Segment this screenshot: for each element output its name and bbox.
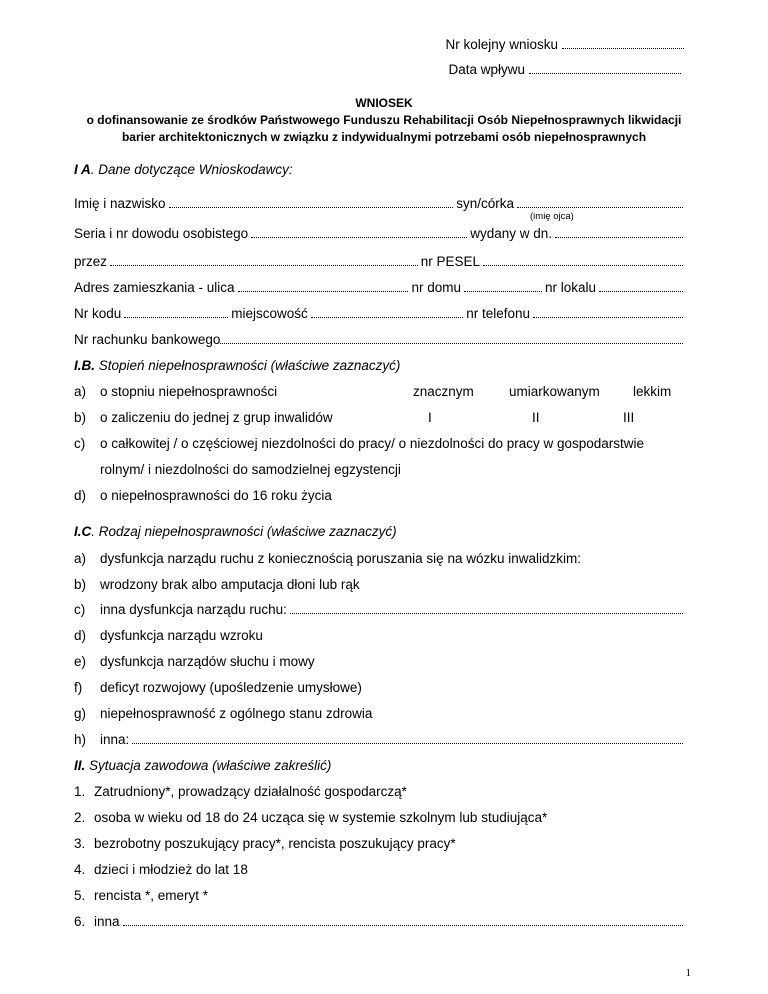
disability-degree-item[interactable]: [74, 384, 277, 399]
other-motor-dysfunction-input[interactable]: [290, 603, 683, 614]
disability-type-item[interactable]: [74, 577, 360, 592]
title-line-1: WNIOSEK: [355, 96, 413, 110]
other-disability-row[interactable]: [74, 732, 686, 747]
city-label: miejscowość: [231, 306, 308, 321]
street-label: Adres zamieszkania - ulica: [74, 280, 235, 295]
other-motor-dysfunction-row[interactable]: [74, 602, 686, 617]
bank-account-input[interactable]: [220, 333, 683, 344]
employment-status-item[interactable]: [74, 862, 248, 877]
item-marker: c): [74, 602, 86, 617]
disability-under-16-item[interactable]: [74, 488, 332, 503]
item-marker: d): [74, 628, 87, 643]
section-ia-title: . Dane dotyczące Wnioskodawcy:: [90, 162, 293, 177]
degree-option-light[interactable]: lekkim: [633, 384, 672, 399]
item-marker: 2.: [74, 810, 86, 825]
locality-row: [74, 306, 686, 321]
employment-status-item[interactable]: [74, 888, 208, 903]
issued-date-label: wydany w dn.: [470, 226, 552, 241]
item-text: inna: [94, 914, 120, 929]
group-option-ii[interactable]: II: [532, 410, 540, 425]
issuer-label: przez: [74, 254, 108, 269]
name-row: [74, 196, 686, 211]
street-input[interactable]: [238, 281, 409, 292]
pesel-input[interactable]: [483, 255, 683, 266]
section-ii-number: II.: [74, 758, 86, 773]
document-title: [0, 95, 768, 146]
title-line-3: barier architektonicznych w związku z indywidualnymi potrzebami osób niepełnosprawnych: [121, 130, 647, 144]
section-ii-title: Sytuacja zawodowa (właściwe zakreślić): [85, 758, 332, 773]
other-disability-input[interactable]: [132, 733, 683, 744]
employment-status-item[interactable]: [74, 784, 407, 799]
id-card-input[interactable]: [251, 227, 467, 238]
item-text: dysfunkcja narządów słuchu i mowy: [100, 654, 315, 669]
city-input[interactable]: [311, 307, 463, 318]
item-text: o stopniu niepełnosprawności: [100, 384, 278, 399]
address-row: [74, 280, 686, 295]
item-text: inna:: [100, 732, 130, 747]
item-marker: e): [74, 654, 87, 669]
item-marker: a): [74, 551, 87, 566]
item-text: o całkowitej / o częściowej niezdolności do pracy/ o niezdolności do pracy w gospodarstwie: [100, 436, 645, 451]
application-number-input[interactable]: [562, 38, 684, 49]
receipt-date-input[interactable]: [529, 63, 681, 74]
item-marker: 3.: [74, 836, 86, 851]
item-text: inna dysfunkcja narządu ruchu:: [100, 602, 287, 617]
bank-account-label: Nr rachunku bankowego: [74, 332, 221, 347]
item-marker: b): [74, 410, 87, 425]
item-marker: d): [74, 488, 87, 503]
flat-number-input[interactable]: [599, 281, 683, 292]
disability-type-item[interactable]: [74, 551, 581, 566]
application-number-field[interactable]: [445, 37, 684, 52]
section-ib-title: Stopień niepełnosprawności (właściwe zaznaczyć): [95, 358, 401, 373]
id-card-label: Seria i nr dowodu osobistego: [74, 226, 249, 241]
postal-code-label: Nr kodu: [74, 306, 122, 321]
section-ia-heading: [74, 162, 293, 177]
other-employment-row[interactable]: [74, 914, 686, 929]
application-number-label: Nr kolejny wniosku: [445, 37, 558, 52]
pesel-label: nr PESEL: [420, 254, 480, 269]
issuer-input[interactable]: [110, 255, 418, 266]
item-text: osoba w wieku od 18 do 24 ucząca się w systemie szkolnym lub studiująca*: [94, 810, 548, 825]
bank-account-row: [74, 332, 686, 347]
issuer-row: [74, 254, 686, 269]
issued-date-input[interactable]: [555, 227, 683, 238]
invalid-group-item[interactable]: [74, 410, 333, 425]
phone-input[interactable]: [533, 307, 683, 318]
group-option-i[interactable]: I: [428, 410, 432, 425]
house-number-input[interactable]: [464, 281, 542, 292]
section-ib-heading: [74, 358, 400, 373]
item-text: bezrobotny poszukujący pracy*, rencista poszukujący pracy*: [94, 836, 456, 851]
section-ic-heading: [74, 524, 397, 539]
section-ia-number: I A: [74, 162, 91, 177]
disability-type-item[interactable]: [74, 680, 362, 695]
work-incapacity-continuation: rolnym/ i niezdolności do samodzielnej egzystencji: [100, 462, 401, 477]
father-name-label: syn/córka: [456, 196, 514, 211]
item-text: dzieci i młodzież do lat 18: [94, 862, 248, 877]
item-marker: b): [74, 577, 87, 592]
item-marker: c): [74, 436, 86, 451]
item-text: dysfunkcja narządu ruchu z koniecznością poruszania się na wózku inwalidzkim:: [100, 551, 581, 566]
house-number-label: nr domu: [411, 280, 461, 295]
name-label: Imię i nazwisko: [74, 196, 166, 211]
phone-label: nr telefonu: [466, 306, 530, 321]
degree-option-severe[interactable]: znacznym: [413, 384, 474, 399]
father-name-hint: (imię ojca): [530, 211, 574, 222]
item-marker: g): [74, 706, 87, 721]
item-text: deficyt rozwojowy (upośledzenie umysłowe): [100, 680, 362, 695]
item-text: wrodzony brak albo amputacja dłoni lub rąk: [100, 577, 360, 592]
disability-type-item[interactable]: [74, 654, 315, 669]
item-marker: 5.: [74, 888, 86, 903]
employment-status-item[interactable]: [74, 810, 547, 825]
name-input[interactable]: [169, 197, 454, 208]
item-marker: 1.: [74, 784, 86, 799]
father-name-input[interactable]: [517, 197, 683, 208]
other-employment-input[interactable]: [123, 915, 683, 926]
item-text: o zaliczeniu do jednej z grup inwalidów: [100, 410, 333, 425]
item-marker: h): [74, 732, 87, 747]
item-text: rencista *, emeryt *: [94, 888, 209, 903]
item-text: o niepełnosprawności do 16 roku życia: [100, 488, 332, 503]
work-incapacity-item[interactable]: [74, 436, 644, 451]
item-marker: 6.: [74, 914, 86, 929]
item-marker: 4.: [74, 862, 86, 877]
group-option-iii[interactable]: III: [623, 410, 635, 425]
page-number: 1: [685, 967, 691, 979]
receipt-date-label: Data wpływu: [448, 62, 525, 77]
item-text: dysfunkcja narządu wzroku: [100, 628, 263, 643]
item-text: Zatrudniony*, prowadzący działalność gospodarczą*: [94, 784, 407, 799]
item-marker: f): [74, 680, 83, 695]
section-ic-number: I.C: [74, 524, 92, 539]
flat-number-label: nr lokalu: [544, 280, 596, 295]
receipt-date-field[interactable]: [448, 62, 681, 77]
employment-status-item[interactable]: [74, 836, 456, 851]
item-marker: a): [74, 384, 87, 399]
section-ic-title: . Rodzaj niepełnosprawności (właściwe zaznaczyć): [91, 524, 397, 539]
section-ib-number: I.B.: [74, 358, 96, 373]
degree-option-moderate[interactable]: umiarkowanym: [509, 384, 600, 399]
disability-type-item[interactable]: [74, 706, 372, 721]
section-ii-heading: [74, 758, 331, 773]
id-card-row: [74, 226, 686, 241]
disability-type-item[interactable]: [74, 628, 263, 643]
postal-code-input[interactable]: [124, 307, 228, 318]
title-line-2: o dofinansowanie ze środków Państwowego Funduszu Rehabilitacji Osób Niepełnosprawnych likwidacji: [86, 113, 682, 127]
item-text: niepełnosprawność z ogólnego stanu zdrowia: [100, 706, 373, 721]
